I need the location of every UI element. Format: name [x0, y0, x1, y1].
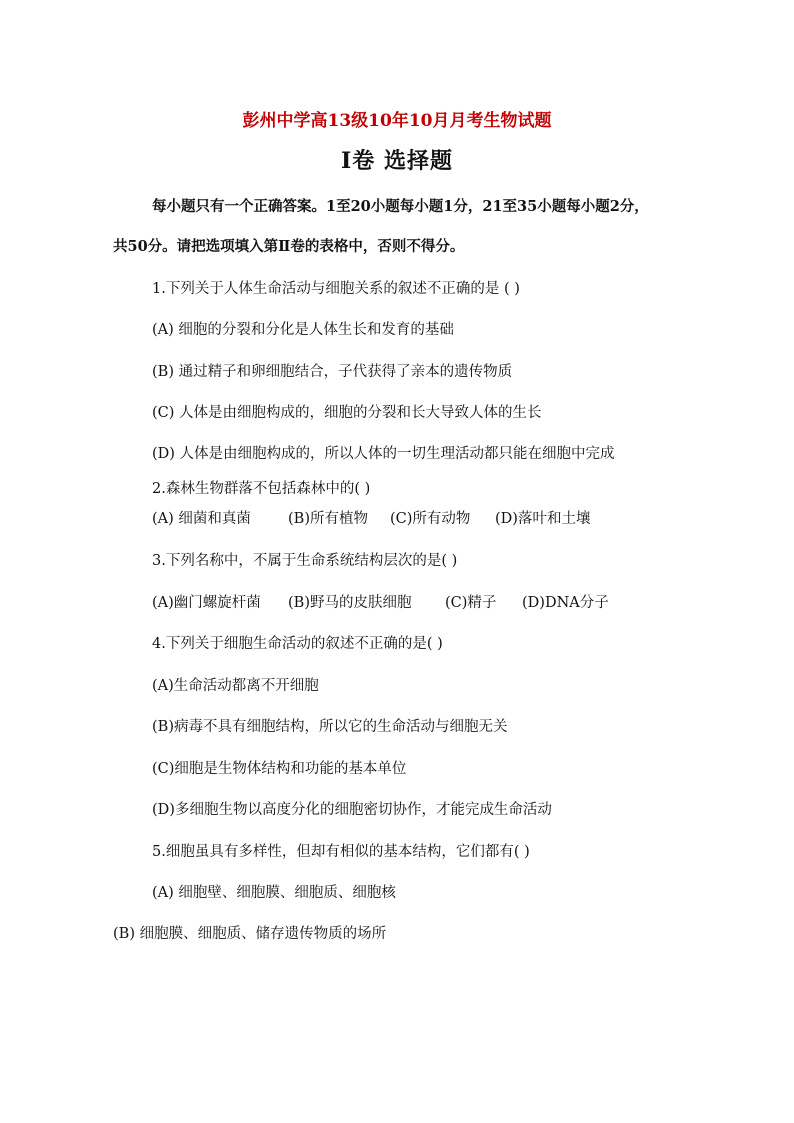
exam-title: 彭州中学高13级10年10月月考生物试题	[242, 111, 552, 131]
question-4-option-b: (B)病毒不具有细胞结构，所以它的生命活动与细胞无关	[152, 719, 508, 735]
question-5-option-a: (A) 细胞壁、细胞膜、细胞质、细胞核	[152, 885, 396, 901]
question-2-option-c: (C)所有动物	[390, 511, 471, 527]
question-2-stem: 2.森林生物群落不包括森林中的( )	[152, 481, 371, 497]
question-1-option-b: (B) 通过精子和卵细胞结合，子代获得了亲本的遗传物质	[152, 364, 513, 380]
question-1-option-c: (C) 人体是由细胞构成的，细胞的分裂和长大导致人体的生长	[152, 405, 542, 421]
question-4-option-d: (D)多细胞生物以高度分化的细胞密切协作，才能完成生命活动	[152, 802, 552, 818]
question-4-option-a: (A)生命活动都离不开细胞	[152, 678, 319, 694]
instructions-line-1: 每小题只有一个正确答案。1至20小题每小题1分，21至35小题每小题2分，	[152, 198, 649, 215]
question-3-option-d: (D)DNA分子	[522, 595, 609, 611]
question-1-option-a: (A) 细胞的分裂和分化是人体生长和发育的基础	[152, 322, 454, 338]
instructions-line-2: 共50分。请把选项填入第Ⅱ卷的表格中，否则不得分。	[113, 238, 465, 255]
question-2-option-d: (D)落叶和土壤	[495, 511, 591, 527]
question-3-option-b: (B)野马的皮肤细胞	[288, 595, 412, 611]
question-3-option-a: (A)幽门螺旋杆菌	[152, 595, 261, 611]
section-title: I卷 选择题	[341, 148, 453, 174]
question-2-options	[152, 507, 590, 528]
question-4-stem: 4.下列关于细胞生命活动的叙述不正确的是( )	[152, 636, 443, 652]
question-1-stem: 1.下列关于人体生命活动与细胞关系的叙述不正确的是 ( )	[152, 281, 520, 297]
question-2-option-a: (A) 细菌和真菌	[152, 511, 251, 527]
question-3-stem: 3.下列名称中，不属于生命系统结构层次的是( )	[152, 553, 458, 569]
question-3-option-c: (C)精子	[445, 595, 497, 611]
question-5-stem: 5.细胞虽具有多样性，但却有相似的基本结构，它们都有( )	[152, 844, 530, 860]
question-1-option-d: (D) 人体是由细胞构成的，所以人体的一切生理活动都只能在细胞中完成	[152, 446, 615, 462]
question-2-option-b: (B)所有植物	[288, 511, 368, 527]
question-4-option-c: (C)细胞是生物体结构和功能的基本单位	[152, 761, 407, 777]
question-3-options	[152, 591, 609, 612]
question-5-option-b: (B) 细胞膜、细胞质、储存遗传物质的场所	[113, 926, 387, 942]
